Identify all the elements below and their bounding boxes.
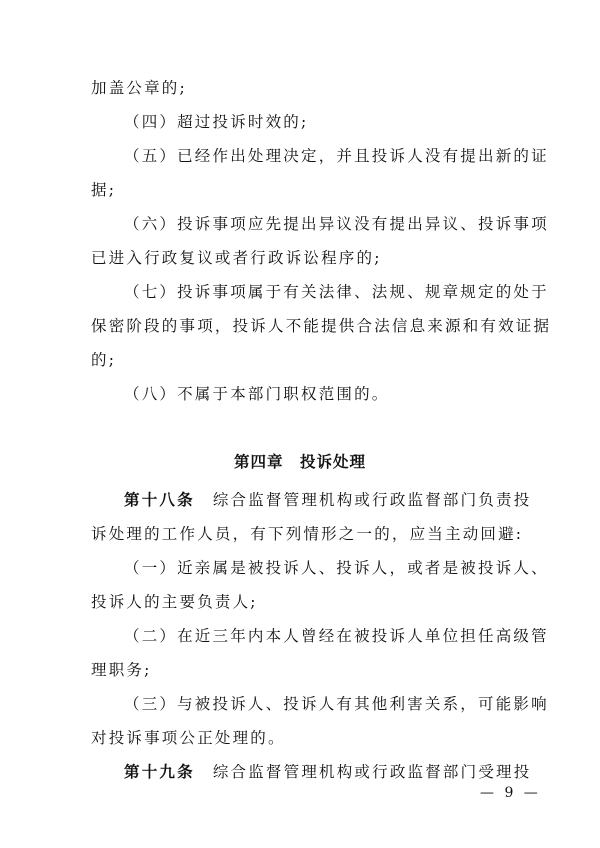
text-line: 加盖公章的; — [91, 79, 187, 97]
text-line: （五）已经作出处理决定，并且投诉人没有提出新的证 — [124, 147, 549, 165]
text-line: （八）不属于本部门职权范围的。 — [124, 385, 390, 403]
text-line: （四）超过投诉时效的; — [124, 113, 309, 131]
text-line: （六）投诉事项应先提出异议没有提出异议、投诉事项 — [124, 215, 549, 233]
article-18-first-line — [124, 490, 531, 510]
text-line: 的; — [91, 351, 117, 369]
page-number: — 9 — — [480, 785, 541, 801]
article-19-text: 综合监督管理机构或行政监督部门受理投 — [212, 763, 532, 781]
text-line: 已进入行政复议或者行政诉讼程序的; — [91, 249, 382, 267]
article-19-label: 第十九条 — [124, 763, 195, 781]
chapter-heading: 第四章 投诉处理 — [233, 453, 366, 471]
text-line: 诉处理的工作人员，有下列情形之一的，应当主动回避: — [91, 525, 524, 543]
text-line: （七）投诉事项属于有关法律、法规、规章规定的处于 — [124, 283, 549, 301]
text-line: （三）与被投诉人、投诉人有其他利害关系，可能影响 — [124, 695, 549, 713]
text-line: 投诉人的主要负责人; — [91, 593, 258, 611]
text-line: 保密阶段的事项，投诉人不能提供合法信息来源和有效证据 — [91, 317, 552, 335]
text-line: （一）近亲属是被投诉人、投诉人，或者是被投诉人、 — [124, 559, 549, 577]
text-line: 理职务; — [91, 661, 152, 679]
text-line: （二）在近三年内本人曾经在被投诉人单位担任高级管 — [124, 627, 549, 645]
article-19-first-line — [124, 762, 531, 782]
article-18-text: 综合监督管理机构或行政监督部门负责投 — [212, 491, 532, 509]
text-line: 据; — [91, 181, 117, 199]
article-18-label: 第十八条 — [124, 491, 195, 509]
text-line: 对投诉事项公正处理的。 — [91, 729, 286, 747]
